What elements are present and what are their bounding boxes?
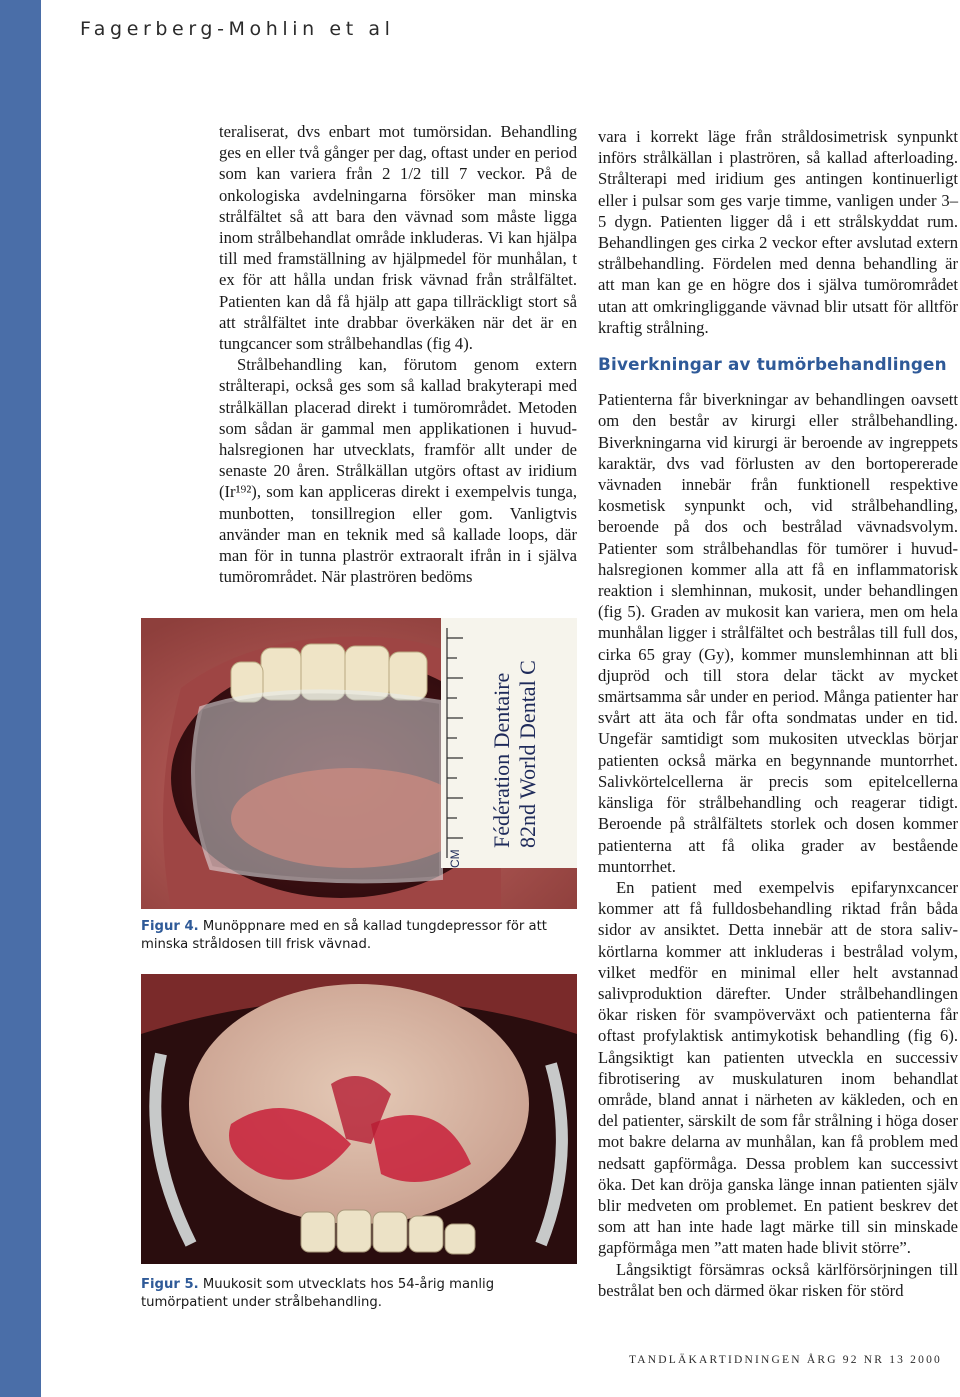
- running-head: Fagerberg-Mohlin et al: [80, 18, 395, 40]
- body-paragraph: vara i korrekt läge från stråldosimetrisk synpunkt införs strålkällan i plaströren, så kallad afterloading. Strålterapi med iridium ges antingen kontinuerligt eller i pulsar som ges varje timme, vanligen under 3–5 dygn. Patienten ligger då i ett strålskyddat rum. Behandlingen ges cirka 2 veckor efter avslutad extern strålbehandling. Fördelen med denna behandling är att man kan ge en högre dos i själva tumörområdet utan att omkringliggande vävnad blir utsatt för alltför kraftig strålning.: [598, 127, 958, 337]
- figure-4-caption-text: Munöppnare med en så kallad tungdepressor för att minska stråldosen till frisk vävnad.: [141, 919, 547, 952]
- figure-4-photo: [141, 618, 577, 909]
- ruler-text-1: Fédération Dentaire: [489, 672, 514, 848]
- figure-5-caption: [141, 1276, 577, 1312]
- body-paragraph: Strålbehandling kan, förutom genom extern strålterapi, också ges som så kallad brakyterapi med strålkällan placerad direkt i tumörområdet. Metoden som sådan är gammal men applikationen i huvud-halsregionen har utvecklats, framför allt under de senaste 20 åren. Strålkällan utgörs oftast av iridium (Ir¹⁹²), som kan appliceras direkt i exempelvis tunga, munbotten, tonsillregion eller gom. Vanligtvis använder man en teknik med så kallade loops, där man för in tunna plaströr extraoralt ifrån in i själva tumörområdet. När plaströren bedöms: [219, 355, 577, 587]
- figure-5-photo: [141, 974, 577, 1264]
- left-text-column: [219, 121, 577, 587]
- section-heading: Biverkningar av tumörbehandlingen: [598, 354, 947, 375]
- ruler-unit: CM: [448, 849, 462, 868]
- figure-4-label: Figur 4.: [141, 919, 199, 934]
- page-footer: TANDLÄKARTIDNINGEN ÅRG 92 NR 13 2000: [628, 1354, 942, 1366]
- right-text-column: [598, 126, 958, 1301]
- figure-5-label: Figur 5.: [141, 1277, 199, 1292]
- figure-4-caption: [141, 918, 577, 954]
- body-paragraph: En patient med exempelvis epifarynxcancer kommer att få fulldosbehandling riktad från båda sidor av ansiktet. Detta innebär att de stora salivkörtlarna kommer att inkluderas i bestrålad volym, vilket medför en minimal eller helt avstannad salivproduktion därefter. Under strålbehandlingen ökar risken för svampöverväxt och patienterna får oftast profylaktisk antimykotisk behandling (fig 6). Långsiktigt kan patienten utveckla en successiv fibrotisering av muskulaturen inom behandlat område, bland annat i närheten av käkleden, och en del patienter, särskilt de som får strålning i höga doser mot bakre delarna av munhålan, kan få problem med nedsatt gapförmåga. Dessa problem kan successivt öka. Det kan dröja ganska länge innan patienten själv blir medveten om problemet. En patient beskrev det som att han inte hade lagt märke till sin minskade gapförmåga men ”att maten hade blivit större”.: [598, 877, 958, 1258]
- body-paragraph: teraliserat, dvs enbart mot tumörsidan. Behandling ges en eller två gånger per dag, oftast under en period som kan variera från 2 1/2 till 7 veckor. På de onkologiska avdelningarna försöker man minska strålfältet så att bara den vävnad som måste ligga inom strålbehandlat område inkluderas. Vi kan hjälpa till med framställning av hjälpmedel för munhålan, t ex för att hålla undan frisk vävnad från strålfältet. Patienten kan då få hjälp att gapa tillräckligt stort så att strålfältet inte drabbar överkäken när det är en tungcancer som strålbehandlas (fig 4).: [219, 122, 577, 354]
- body-paragraph: Patienterna får biverkningar av behandlingen oavsett om den består av kirurgi eller strålbehandling. Biverkningarna vid kirurgi är beroende av ingreppets karaktär, dvs vad förlusten av den bortopererade vävnaden innebär från funktionell respektive kosmetisk synpunkt och, vid strålbehandling, beroende på dos och bestrålad vävnadsvolym. Patienter som strålbehandlas för tumörer i huvud-halsregionen kommer alla att få en inflammatorisk reaktion i slemhinnan, mukosit, under behandlingen (fig 5). Graden av mukosit kan variera, men om hela munhålan ligger i strålfältet och bestrålas till full dos, cirka 65 gray (Gy), kommer munslemhinnan att bli djupröd och till stora delar täckt av mycket smärtsamma sår under en period. Många patienter har svårt att äta och får ofta sondmatas under en tid. Ungefär samtidigt som mukositen utvecklas börjar patienten också märka en begynnande muntorrhet. Salivkörtelcellerna är precis som epitelcellerna känsliga för strålbehandling och reagerar tidigt. Beroende på strålfältets storlek och dosen kommer patienterna att få olika grader av bestående muntorrhet.: [598, 390, 958, 876]
- figure-5-caption-text: Muukosit som utvecklats hos 54-årig manlig tumörpatient under strålbehandling.: [141, 1277, 495, 1310]
- page-side-bar: [0, 0, 41, 1397]
- ruler: [441, 618, 577, 868]
- body-paragraph: Långsiktigt försämras också kärlförsörjningen till bestrålat ben och därmed ökar risken för störd: [598, 1259, 958, 1300]
- ruler-text-2: 82nd World Dental C: [515, 660, 540, 848]
